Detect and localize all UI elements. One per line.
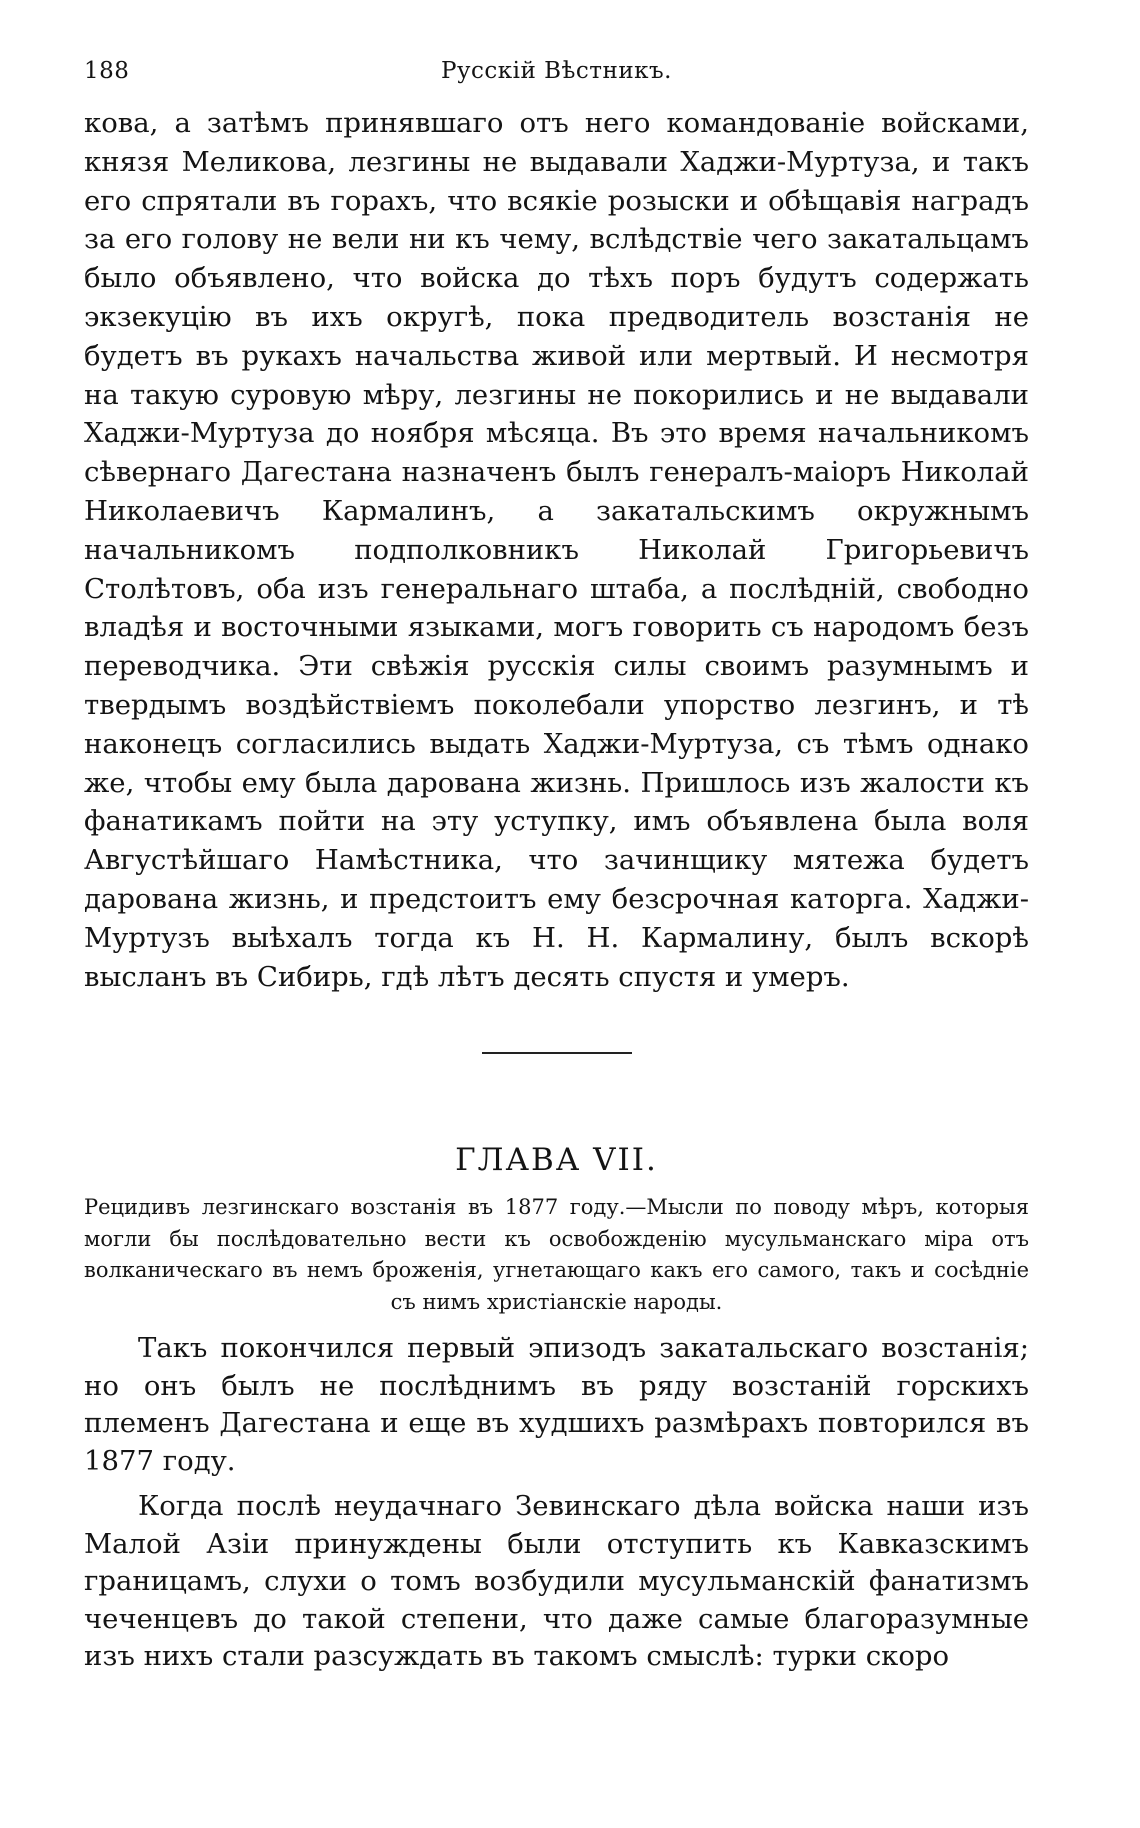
body-section-2 <box>84 1330 1029 1676</box>
paragraph-1: Такъ покончился первый эпизодъ закатальскаго возстанія; но онъ былъ не послѣднимъ въ ряду возстаній горскихъ племенъ Дагестана и еще въ худшихъ размѣрахъ повторился въ 1877 году. <box>84 1332 1029 1477</box>
page-number: 188 <box>84 58 130 84</box>
book-page <box>84 0 1029 1676</box>
paragraph-2: Когда послѣ неудачнаго Зевинскаго дѣла войска наши изъ Малой Азіи принуждены были отступить къ Кавказскимъ границамъ, слухи о томъ возбудили мусульманскій фанатизмъ чеченцевъ до такой степени, что даже самые благоразумные изъ нихъ стали разсуждать въ такомъ смыслѣ: турки скоро <box>84 1490 1029 1673</box>
paragraph-continuation: кова, а затѣмъ принявшаго отъ него командованіе войсками, князя Меликова, лезгины не выдавали Хаджи-Муртуза, и такъ его спрятали въ горахъ, что всякіе розыски и обѣщавія наградъ за его голову не вели ни къ чему, вслѣдствіе чего закатальцамъ было объявлено, что войска до тѣхъ поръ будутъ содержать экзекуцію въ ихъ округѣ, пока предводитель возстанія не будетъ въ рукахъ начальства живой или мертвый. И несмотря на такую суровую мѣру, лезгины не покорились и не выдавали Хаджи-Муртуза до ноября мѣсяца. Въ это время начальникомъ сѣвернаго Дагестана назначенъ былъ генералъ-маіоръ Николай Николаевичъ Кармалинъ, а закатальскимъ окружнымъ начальникомъ подполковникъ Николай Григорьевичъ Столѣтовъ, оба изъ генеральнаго штаба, а послѣдній, свободно владѣя и восточными языками, могъ говорить съ народомъ безъ переводчика. Эти свѣжія русскія силы своимъ разумнымъ и твердымъ воздѣйствіемъ поколебали упорство лезгинъ, и тѣ наконецъ согласились выдать Хаджи-Муртуза, съ тѣмъ однако же, чтобы ему была дарована жизнь. Пришлось изъ жалости къ фанатикамъ пойти на эту уступку, имъ объявлена была воля Августѣйшаго Намѣстника, что зачинщику мятежа будетъ дарована жизнь, и предстоитъ ему безсрочная каторга. Хаджи-Муртузъ выѣхалъ тогда къ Н. Н. Кармалину, былъ вскорѣ высланъ въ Сибирь, гдѣ лѣтъ десять спустя и умеръ. <box>84 107 1029 993</box>
section-separator-rule <box>482 1052 632 1054</box>
body-section-1 <box>84 104 1029 996</box>
chapter-summary: Рецидивъ лезгинскаго возстанія въ 1877 году.—Мысли по поводу мѣръ, которыя могли бы послѣдовательно вести къ освобожденію мусульманскаго міра отъ волканическаго въ немъ броженія, угнетающаго какъ его самого, такъ и сосѣдніе съ нимъ христіанскіе народы. <box>84 1195 1029 1314</box>
chapter-title: ГЛАВА VII. <box>455 1142 658 1179</box>
running-title: Русскій Вѣстникъ. <box>441 58 672 84</box>
running-head <box>84 58 1029 90</box>
